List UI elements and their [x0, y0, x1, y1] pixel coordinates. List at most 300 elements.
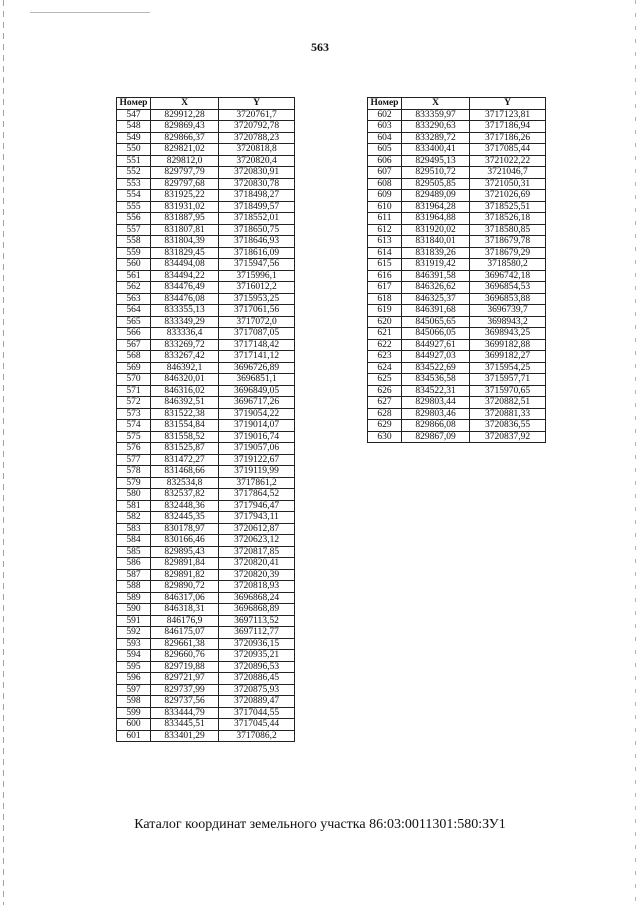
table-row — [117, 592, 295, 604]
coord-x: 831839,26 — [402, 247, 470, 259]
coord-y: 3720830,91 — [219, 167, 295, 179]
point-number: 588 — [117, 581, 151, 593]
point-number: 599 — [117, 707, 151, 719]
table-row — [117, 707, 295, 719]
coord-y: 3719057,06 — [219, 443, 295, 455]
point-number: 568 — [117, 351, 151, 363]
point-number: 611 — [368, 213, 402, 225]
coord-x: 829866,08 — [402, 420, 470, 432]
coord-x: 846317,06 — [151, 592, 219, 604]
coord-y: 3720612,87 — [219, 523, 295, 535]
coord-y: 3720836,55 — [470, 420, 546, 432]
coord-y: 3718580,2 — [470, 259, 546, 271]
coord-x: 831807,81 — [151, 224, 219, 236]
table-row — [117, 374, 295, 386]
table-row — [117, 270, 295, 282]
point-number: 571 — [117, 385, 151, 397]
coord-x: 833445,51 — [151, 719, 219, 731]
coord-x: 829797,79 — [151, 167, 219, 179]
table-row — [368, 385, 546, 397]
coord-y: 3696739,7 — [470, 305, 546, 317]
point-number: 597 — [117, 684, 151, 696]
table-row — [117, 489, 295, 501]
coord-y: 3718679,29 — [470, 247, 546, 259]
coord-x: 832448,36 — [151, 500, 219, 512]
coord-y: 3718580,85 — [470, 224, 546, 236]
coord-y: 3696854,53 — [470, 282, 546, 294]
table-row — [117, 454, 295, 466]
point-number: 590 — [117, 604, 151, 616]
point-number: 602 — [368, 109, 402, 121]
coord-y: 3718616,09 — [219, 247, 295, 259]
coord-y: 3720818,93 — [219, 581, 295, 593]
table-row — [117, 213, 295, 225]
table-row — [368, 201, 546, 213]
point-number: 548 — [117, 121, 151, 133]
coord-y: 3719054,22 — [219, 408, 295, 420]
point-number: 625 — [368, 374, 402, 386]
point-number: 601 — [117, 730, 151, 742]
coord-y: 3696868,24 — [219, 592, 295, 604]
coord-y: 3718526,18 — [470, 213, 546, 225]
point-number: 558 — [117, 236, 151, 248]
coord-x: 833400,41 — [402, 144, 470, 156]
point-number: 630 — [368, 431, 402, 443]
point-number: 615 — [368, 259, 402, 271]
coord-y: 3719014,07 — [219, 420, 295, 432]
coord-x: 829510,72 — [402, 167, 470, 179]
point-number: 610 — [368, 201, 402, 213]
table-row — [117, 420, 295, 432]
table-row — [368, 362, 546, 374]
point-number: 624 — [368, 362, 402, 374]
coordinates-table-right — [367, 97, 546, 443]
table-row — [368, 190, 546, 202]
point-number: 561 — [117, 270, 151, 282]
page-number: 563 — [311, 40, 329, 54]
table-row — [117, 351, 295, 363]
coord-y: 3720935,21 — [219, 650, 295, 662]
point-number: 612 — [368, 224, 402, 236]
table-row — [117, 339, 295, 351]
coord-x: 831920,02 — [402, 224, 470, 236]
table-row — [117, 466, 295, 478]
coord-x: 829866,37 — [151, 132, 219, 144]
coord-x: 832537,82 — [151, 489, 219, 501]
coordinates-table-left — [116, 97, 295, 742]
table-row — [117, 535, 295, 547]
coord-y: 3698943,25 — [470, 328, 546, 340]
point-number: 575 — [117, 431, 151, 443]
point-number: 577 — [117, 454, 151, 466]
table-row — [368, 178, 546, 190]
point-number: 617 — [368, 282, 402, 294]
point-number: 594 — [117, 650, 151, 662]
coord-x: 831829,45 — [151, 247, 219, 259]
coord-x: 829891,84 — [151, 558, 219, 570]
table-row — [368, 305, 546, 317]
coord-y: 3697113,52 — [219, 615, 295, 627]
table-row — [117, 730, 295, 742]
coord-x: 831522,38 — [151, 408, 219, 420]
table-body-left — [117, 109, 295, 742]
coord-x: 829803,44 — [402, 397, 470, 409]
header-number: Номер — [368, 98, 402, 110]
coord-x: 829803,46 — [402, 408, 470, 420]
coord-x: 834494,22 — [151, 270, 219, 282]
coord-y: 3717943,11 — [219, 512, 295, 524]
coord-x: 829505,85 — [402, 178, 470, 190]
table-row — [117, 282, 295, 294]
point-number: 595 — [117, 661, 151, 673]
table-row — [368, 397, 546, 409]
table-row — [117, 236, 295, 248]
scan-edge-left — [3, 0, 4, 905]
table-row — [117, 673, 295, 685]
table-row — [117, 144, 295, 156]
coord-y: 3720761,7 — [219, 109, 295, 121]
coord-y: 3717123,81 — [470, 109, 546, 121]
coord-x: 846392,1 — [151, 362, 219, 374]
coord-x: 829797,68 — [151, 178, 219, 190]
coord-x: 829719,88 — [151, 661, 219, 673]
table-row — [368, 213, 546, 225]
coord-x: 846318,31 — [151, 604, 219, 616]
header-number: Номер — [117, 98, 151, 110]
coord-y: 3715953,25 — [219, 293, 295, 305]
table-row — [117, 661, 295, 673]
coord-x: 834476,08 — [151, 293, 219, 305]
coord-y: 3696726,89 — [219, 362, 295, 374]
coord-y: 3719016,74 — [219, 431, 295, 443]
table-row — [117, 362, 295, 374]
table-row — [117, 512, 295, 524]
table-row — [117, 408, 295, 420]
coord-x: 844927,61 — [402, 339, 470, 351]
point-number: 551 — [117, 155, 151, 167]
point-number: 557 — [117, 224, 151, 236]
coord-x: 834522,31 — [402, 385, 470, 397]
table-row — [368, 224, 546, 236]
coord-y: 3715957,71 — [470, 374, 546, 386]
table-row — [368, 155, 546, 167]
table-row — [368, 144, 546, 156]
table-row — [368, 132, 546, 144]
point-number: 609 — [368, 190, 402, 202]
coord-y: 3720881,33 — [470, 408, 546, 420]
table-row — [117, 443, 295, 455]
coord-y: 3697112,77 — [219, 627, 295, 639]
table-row — [117, 247, 295, 259]
point-number: 587 — [117, 569, 151, 581]
table-row — [117, 638, 295, 650]
coord-y: 3699182,27 — [470, 351, 546, 363]
coord-y: 3717141,12 — [219, 351, 295, 363]
table-row — [368, 293, 546, 305]
coord-x: 830166,46 — [151, 535, 219, 547]
coord-y: 3720820,41 — [219, 558, 295, 570]
coord-y: 3720936,15 — [219, 638, 295, 650]
point-number: 628 — [368, 408, 402, 420]
table-row — [117, 190, 295, 202]
coord-y: 3716012,2 — [219, 282, 295, 294]
coord-x: 829489,09 — [402, 190, 470, 202]
table-row — [117, 178, 295, 190]
point-number: 592 — [117, 627, 151, 639]
point-number: 580 — [117, 489, 151, 501]
point-number: 604 — [368, 132, 402, 144]
point-number: 596 — [117, 673, 151, 685]
table-row — [117, 615, 295, 627]
coord-x: 844927,03 — [402, 351, 470, 363]
coord-x: 846175,07 — [151, 627, 219, 639]
point-number: 572 — [117, 397, 151, 409]
table-row — [117, 569, 295, 581]
coord-x: 833444,79 — [151, 707, 219, 719]
coord-x: 831931,02 — [151, 201, 219, 213]
point-number: 585 — [117, 546, 151, 558]
coord-y: 3720818,8 — [219, 144, 295, 156]
table-row — [368, 408, 546, 420]
point-number: 579 — [117, 477, 151, 489]
coord-y: 3717061,56 — [219, 305, 295, 317]
coord-x: 833269,72 — [151, 339, 219, 351]
table-row — [368, 109, 546, 121]
coord-x: 833290,63 — [402, 121, 470, 133]
point-number: 584 — [117, 535, 151, 547]
table-row — [117, 155, 295, 167]
coord-x: 834494,08 — [151, 259, 219, 271]
coord-y: 3717946,47 — [219, 500, 295, 512]
header-x: X — [151, 98, 219, 110]
table-row — [117, 581, 295, 593]
point-number: 603 — [368, 121, 402, 133]
table-row — [117, 477, 295, 489]
point-number: 550 — [117, 144, 151, 156]
coord-x: 831554,84 — [151, 420, 219, 432]
coord-y: 3720875,93 — [219, 684, 295, 696]
point-number: 620 — [368, 316, 402, 328]
point-number: 567 — [117, 339, 151, 351]
coord-y: 3721050,31 — [470, 178, 546, 190]
coord-x: 829869,43 — [151, 121, 219, 133]
coord-y: 3719119,99 — [219, 466, 295, 478]
coord-y: 3715954,25 — [470, 362, 546, 374]
coord-x: 831925,22 — [151, 190, 219, 202]
table-row — [117, 604, 295, 616]
coord-x: 829495,13 — [402, 155, 470, 167]
point-number: 560 — [117, 259, 151, 271]
point-number: 562 — [117, 282, 151, 294]
coord-y: 3718499,57 — [219, 201, 295, 213]
point-number: 574 — [117, 420, 151, 432]
coord-y: 3720792,78 — [219, 121, 295, 133]
table-row — [368, 247, 546, 259]
coord-y: 3696868,89 — [219, 604, 295, 616]
table-row — [368, 316, 546, 328]
table-row — [368, 236, 546, 248]
coord-x: 831887,95 — [151, 213, 219, 225]
coord-x: 831840,01 — [402, 236, 470, 248]
table-row — [368, 270, 546, 282]
table-row — [117, 696, 295, 708]
point-number: 555 — [117, 201, 151, 213]
point-number: 607 — [368, 167, 402, 179]
point-number: 564 — [117, 305, 151, 317]
coord-y: 3720788,23 — [219, 132, 295, 144]
header-y: Y — [219, 98, 295, 110]
table-row — [117, 132, 295, 144]
coord-x: 830178,97 — [151, 523, 219, 535]
coord-x: 845065,65 — [402, 316, 470, 328]
table-row — [368, 282, 546, 294]
point-number: 623 — [368, 351, 402, 363]
table-row — [117, 109, 295, 121]
coord-x: 831964,28 — [402, 201, 470, 213]
table-row — [117, 546, 295, 558]
coord-x: 833349,29 — [151, 316, 219, 328]
coord-y: 3721022,22 — [470, 155, 546, 167]
point-number: 563 — [117, 293, 151, 305]
table-row — [117, 500, 295, 512]
coord-y: 3696717,26 — [219, 397, 295, 409]
coord-x: 833267,42 — [151, 351, 219, 363]
table-row — [117, 305, 295, 317]
point-number: 606 — [368, 155, 402, 167]
coord-x: 829812,0 — [151, 155, 219, 167]
coord-y: 3717072,0 — [219, 316, 295, 328]
header-x: X — [402, 98, 470, 110]
table-row — [368, 121, 546, 133]
point-number: 598 — [117, 696, 151, 708]
coord-x: 829891,82 — [151, 569, 219, 581]
coord-x: 846176,9 — [151, 615, 219, 627]
point-number: 593 — [117, 638, 151, 650]
point-number: 583 — [117, 523, 151, 535]
coord-x: 829821,02 — [151, 144, 219, 156]
point-number: 605 — [368, 144, 402, 156]
coord-x: 831804,39 — [151, 236, 219, 248]
coord-y: 3718646,93 — [219, 236, 295, 248]
coord-x: 831919,42 — [402, 259, 470, 271]
point-number: 618 — [368, 293, 402, 305]
coord-x: 831468,66 — [151, 466, 219, 478]
coord-y: 3720837,92 — [470, 431, 546, 443]
table-row — [368, 351, 546, 363]
coord-y: 3717086,2 — [219, 730, 295, 742]
point-number: 566 — [117, 328, 151, 340]
coord-y: 3719122,67 — [219, 454, 295, 466]
coord-y: 3717864,52 — [219, 489, 295, 501]
table-row — [117, 167, 295, 179]
table-row — [368, 374, 546, 386]
point-number: 573 — [117, 408, 151, 420]
table-row — [117, 224, 295, 236]
point-number: 570 — [117, 374, 151, 386]
coord-y: 3715970,65 — [470, 385, 546, 397]
point-number: 565 — [117, 316, 151, 328]
coord-x: 831472,27 — [151, 454, 219, 466]
table-header-row — [117, 98, 295, 110]
point-number: 581 — [117, 500, 151, 512]
coord-y: 3696742,18 — [470, 270, 546, 282]
coord-y: 3720820,39 — [219, 569, 295, 581]
table-row — [117, 627, 295, 639]
coord-x: 832445,35 — [151, 512, 219, 524]
point-number: 608 — [368, 178, 402, 190]
point-number: 627 — [368, 397, 402, 409]
table-row — [117, 431, 295, 443]
coord-y: 3696851,1 — [219, 374, 295, 386]
scan-mark-top — [30, 12, 150, 13]
coord-x: 846325,37 — [402, 293, 470, 305]
coord-x: 831964,88 — [402, 213, 470, 225]
point-number: 626 — [368, 385, 402, 397]
point-number: 613 — [368, 236, 402, 248]
coord-x: 834476,49 — [151, 282, 219, 294]
table-row — [117, 259, 295, 271]
coord-x: 829721,97 — [151, 673, 219, 685]
scan-edge-right — [635, 0, 636, 905]
table-row — [117, 201, 295, 213]
table-row — [117, 650, 295, 662]
point-number: 556 — [117, 213, 151, 225]
coord-x: 833401,29 — [151, 730, 219, 742]
coord-y: 3720889,47 — [219, 696, 295, 708]
point-number: 582 — [117, 512, 151, 524]
table-row — [117, 523, 295, 535]
coord-x: 832534,8 — [151, 477, 219, 489]
coord-y: 3715996,1 — [219, 270, 295, 282]
point-number: 600 — [117, 719, 151, 731]
point-number: 619 — [368, 305, 402, 317]
coord-x: 846391,58 — [402, 270, 470, 282]
coord-x: 833359,97 — [402, 109, 470, 121]
coord-x: 829867,09 — [402, 431, 470, 443]
point-number: 578 — [117, 466, 151, 478]
coord-y: 3717087,05 — [219, 328, 295, 340]
point-number: 559 — [117, 247, 151, 259]
coord-x: 831525,87 — [151, 443, 219, 455]
table-row — [368, 420, 546, 432]
coord-y: 3718650,75 — [219, 224, 295, 236]
coord-y: 3696853,88 — [470, 293, 546, 305]
point-number: 586 — [117, 558, 151, 570]
coord-x: 834536,58 — [402, 374, 470, 386]
coord-y: 3717186,94 — [470, 121, 546, 133]
table-row — [368, 328, 546, 340]
coord-x: 829737,56 — [151, 696, 219, 708]
coord-y: 3715947,56 — [219, 259, 295, 271]
point-number: 547 — [117, 109, 151, 121]
table-row — [368, 431, 546, 443]
coord-y: 3717861,2 — [219, 477, 295, 489]
table-row — [117, 385, 295, 397]
coord-x: 829661,38 — [151, 638, 219, 650]
coord-x: 829895,43 — [151, 546, 219, 558]
table-row — [117, 316, 295, 328]
point-number: 629 — [368, 420, 402, 432]
catalog-caption: Каталог координат земельного участка 86:03:0011301:580:ЗУ1 — [134, 817, 506, 832]
table-row — [368, 167, 546, 179]
coord-x: 829737,99 — [151, 684, 219, 696]
coord-y: 3718552,01 — [219, 213, 295, 225]
table-header-row — [368, 98, 546, 110]
coord-x: 834522,69 — [402, 362, 470, 374]
point-number: 589 — [117, 592, 151, 604]
table-row — [117, 719, 295, 731]
table-row — [368, 259, 546, 271]
